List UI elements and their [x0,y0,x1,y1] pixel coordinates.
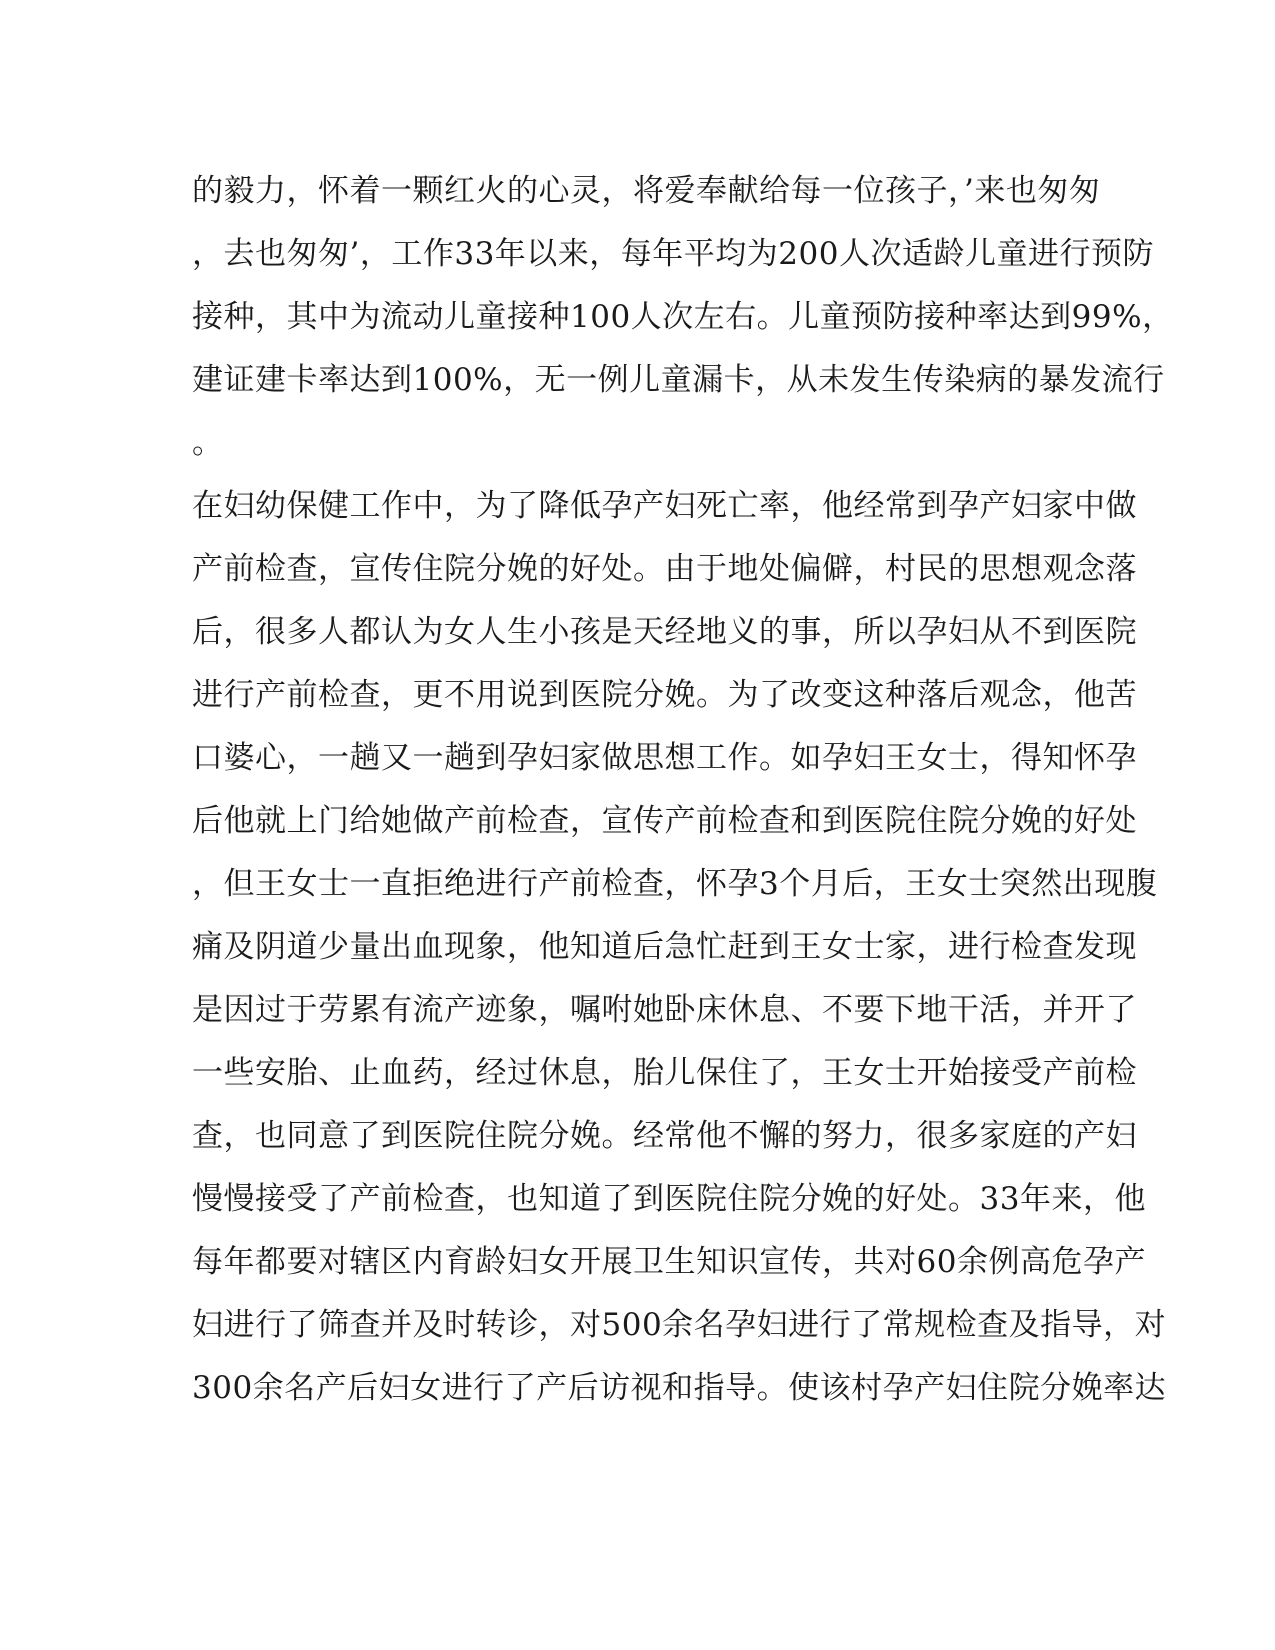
text-line: 一些安胎、止血药，经过休息，胎儿保住了，王女士开始接受产前检 [192,1055,1137,1091]
text-line: 妇进行了筛查并及时转诊，对500余名孕妇进行了常规检查及指导，对 [192,1307,1167,1343]
text-line: 查，也同意了到医院住院分娩。经常他不懈的努力，很多家庭的产妇 [192,1118,1137,1154]
text-line: 建证建卡率达到100%，无一例儿童漏卡，从未发生传染病的暴发流行 [192,362,1165,398]
body-text [192,160,1174,1420]
text-line: 。 [192,425,224,461]
text-line: 口婆心，一趟又一趟到孕妇家做思想工作。如孕妇王女士，得知怀孕 [192,740,1137,776]
text-line: ，去也匆匆’，工作33年以来，每年平均为200人次适龄儿童进行预防 [192,236,1154,272]
text-line: 是因过于劳累有流产迹象，嘱咐她卧床休息、不要下地干活，并开了 [192,992,1137,1028]
text-line: ，但王女士一直拒绝进行产前检查，怀孕3个月后，王女士突然出现腹 [192,866,1158,902]
text-line: 接种，其中为流动儿童接种100人次左右。儿童预防接种率达到99%， [192,299,1174,335]
text-line: 产前检查，宣传住院分娩的好处。由于地处偏僻，村民的思想观念落 [192,551,1137,587]
text-line: 进行产前检查，更不用说到医院分娩。为了改变这种落后观念，他苦 [192,677,1137,713]
text-line: 每年都要对辖区内育龄妇女开展卫生知识宣传，共对60余例高危孕产 [192,1244,1146,1280]
text-line: 后他就上门给她做产前检查，宣传产前检查和到医院住院分娩的好处 [192,803,1137,839]
text-line: 300余名产后妇女进行了产后访视和指导。使该村孕产妇住院分娩率达 [192,1370,1167,1406]
text-line: 的毅力，怀着一颗红火的心灵，将爱奉献给每一位孩子，’来也匆匆 [192,173,1101,209]
text-line: 慢慢接受了产前检查，也知道了到医院住院分娩的好处。33年来，他 [192,1181,1146,1217]
text-line: 在妇幼保健工作中，为了降低孕产妇死亡率，他经常到孕产妇家中做 [192,488,1137,524]
text-line: 痛及阴道少量出血现象，他知道后急忙赶到王女士家，进行检查发现 [192,929,1137,965]
text-line: 后，很多人都认为女人生小孩是天经地义的事，所以孕妇从不到医院 [192,614,1137,650]
